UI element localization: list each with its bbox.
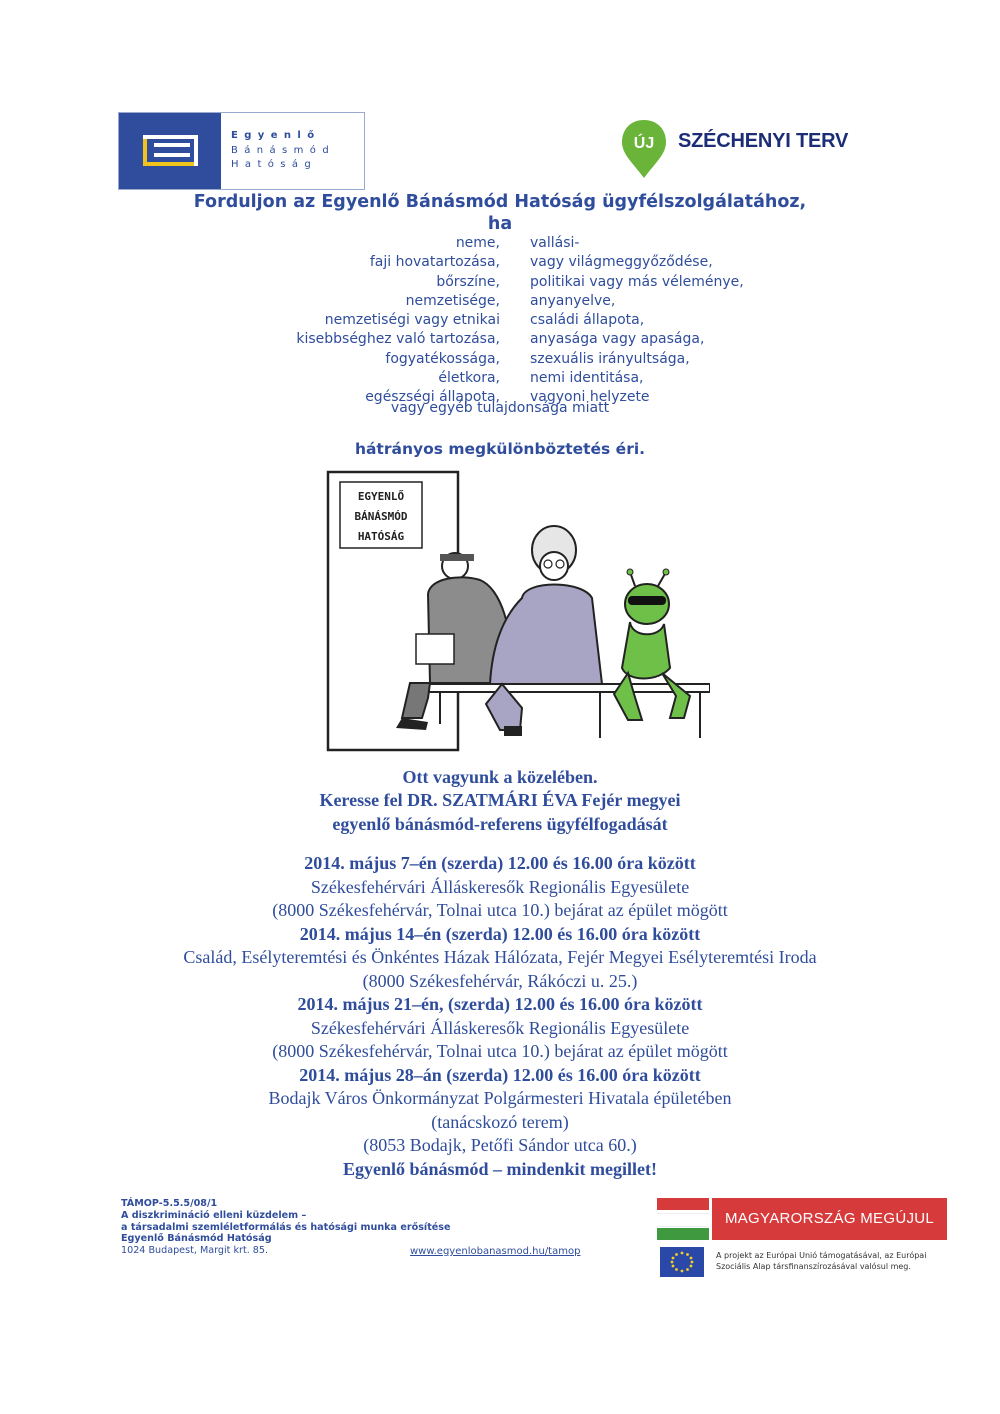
eu-flag-icon (660, 1247, 704, 1277)
date-1-line: Székesfehérvári Álláskeresők Regionális Egyesülete (310, 876, 690, 897)
project-line-2: a társadalmi szemléletformálás és hatósági munka erősítése (121, 1221, 451, 1233)
contact-line-3: egyenlő bánásmód-referens ügyfélfogadását (332, 813, 668, 834)
flag-stripe-white (657, 1213, 709, 1227)
ground-right-item: anyasága vagy apasága, (530, 331, 705, 348)
door-sign-line-2: BÁNÁSMÓD (354, 510, 408, 523)
ebh-logo-icon (119, 113, 221, 189)
footer-project-info (121, 1198, 451, 1257)
ground-right-item: politikai vagy más véleménye, (530, 273, 744, 290)
date-2-heading: 2014. május 14–én (szerda) 12.00 és 16.00 óra között (299, 923, 701, 944)
project-code: TÁMOP-5.5.5/08/1 (121, 1198, 218, 1209)
cartoon-illustration (310, 468, 710, 753)
szechenyi-terv-logo (620, 118, 860, 184)
heading-line-1: Forduljon az Egyenlő Bánásmód Hatóság ügyfélszolgálatához, (193, 192, 807, 212)
org-name: Egyenlő Bánásmód Hatóság (121, 1233, 272, 1245)
ebh-logo-text (231, 129, 335, 173)
ground-left-item: faji hovatartozása, (369, 254, 500, 271)
bench (410, 684, 710, 692)
date-3-heading: 2014. május 21–én, (szerda) 12.00 és 16.00 óra között (297, 994, 703, 1014)
contact-line-1: Ott vagyunk a közelében. (402, 767, 598, 787)
ebh-logo (118, 112, 365, 190)
ground-right-item: szexuális irányultsága, (530, 350, 690, 367)
cartoon-woman (486, 526, 602, 736)
door-sign-line-1: EGYENLŐ (357, 490, 405, 503)
ground-right-item: vagyoni helyzete (530, 389, 650, 406)
ground-right-item: nemi identitása, (530, 370, 644, 387)
ebh-logo-line-3: Hatóság (231, 159, 318, 170)
ground-left-item: fogyatékossága, (385, 350, 500, 367)
date-3-line: (8000 Székesfehérvár, Tolnai utca 10.) bejárat az épület mögött (272, 1041, 728, 1061)
ebh-logo-line-2: Bánásmód (231, 144, 336, 156)
ebh-logo-mark (119, 113, 221, 189)
contact-line-2: Keresse fel DR. SZATMÁRI ÉVA Fejér megyei (319, 790, 681, 811)
cartoon-alien (614, 569, 690, 720)
ground-right-item: vagy világmeggyőződése, (530, 254, 713, 271)
ground-right-item: vallási- (530, 235, 580, 251)
magyarorszag-megujul-label: MAGYARORSZÁG MEGÚJUL (712, 1198, 947, 1240)
door-sign-line-3: HATÓSÁG (357, 530, 405, 543)
date-3-line: Székesfehérvári Álláskeresők Regionális Egyesülete (310, 1017, 690, 1038)
ebh-logo-line-1: Egyenlő (231, 130, 321, 141)
heading-line-2: ha (487, 214, 513, 234)
szechenyi-leaf-icon (620, 118, 676, 184)
ground-left-item: nemzetisége, (405, 292, 500, 309)
conclusion-text: hátrányos megkülönböztetés éri. (354, 440, 646, 458)
grounds-right-column (530, 234, 830, 408)
grounds-left-column (200, 234, 500, 408)
magyarorszag-megujul-logo (657, 1198, 947, 1280)
slogan: Egyenlő bánásmód – mindenkit megillet! (342, 1158, 658, 1179)
date-4-line: Bodajk Város Önkormányzat Polgármesteri Hivatala épületében (268, 1088, 732, 1108)
project-line-1: A diszkrimináció elleni küzdelem – (121, 1209, 307, 1221)
ground-left-item: egészségi állapota, (365, 389, 500, 406)
ground-left-item: kisebbséghez való tartozása, (296, 331, 500, 348)
eu-funding-note: A projekt az Európai Unió támogatásával, az Európai Szociális Alap társfinanszírozásával valósul meg. (716, 1251, 927, 1271)
ground-right-item: családi állapota, (530, 312, 645, 329)
szechenyi-terv-text: SZÉCHENYI TERV (678, 130, 849, 152)
date-2-line: (8000 Székesfehérvár, Rákóczi u. 25.) (362, 970, 638, 991)
ground-left-item: életkora, (438, 370, 500, 387)
ground-left-item: neme, (455, 235, 500, 251)
grounds-last-line: vagy egyéb tulajdonsága miatt (390, 400, 610, 416)
date-4-line: (8053 Bodajk, Petőfi Sándor utca 60.) (363, 1135, 637, 1155)
org-address: 1024 Budapest, Margit krt. 85. (121, 1245, 269, 1257)
date-1-heading: 2014. május 7–én (szerda) 12.00 és 16.00 óra között (304, 853, 696, 873)
contact-block (0, 766, 1000, 836)
main-heading (0, 191, 1000, 235)
ground-left-item: nemzetiségi vagy etnikai (324, 312, 500, 329)
project-url-link[interactable]: www.egyenlobanasmod.hu/tamop (410, 1246, 581, 1257)
ground-right-item: anyanyelve, (530, 292, 616, 309)
date-1-line: (8000 Székesfehérvár, Tolnai utca 10.) bejárat az épület mögött (272, 900, 728, 920)
date-4-line: (tanácskozó terem) (431, 1111, 569, 1132)
flag-stripe-green (657, 1228, 709, 1240)
appointment-dates (0, 852, 1000, 1181)
date-2-line: Család, Esélyteremtési és Önkéntes Házak Hálózata, Fejér Megyei Esélyteremtési Iroda (183, 947, 817, 967)
szechenyi-badge: ÚJ (633, 135, 655, 152)
ground-left-item: bőrszíne, (436, 273, 500, 290)
flag-stripe-red (657, 1198, 709, 1210)
date-4-heading: 2014. május 28–án (szerda) 12.00 és 16.00 óra között (299, 1064, 701, 1085)
